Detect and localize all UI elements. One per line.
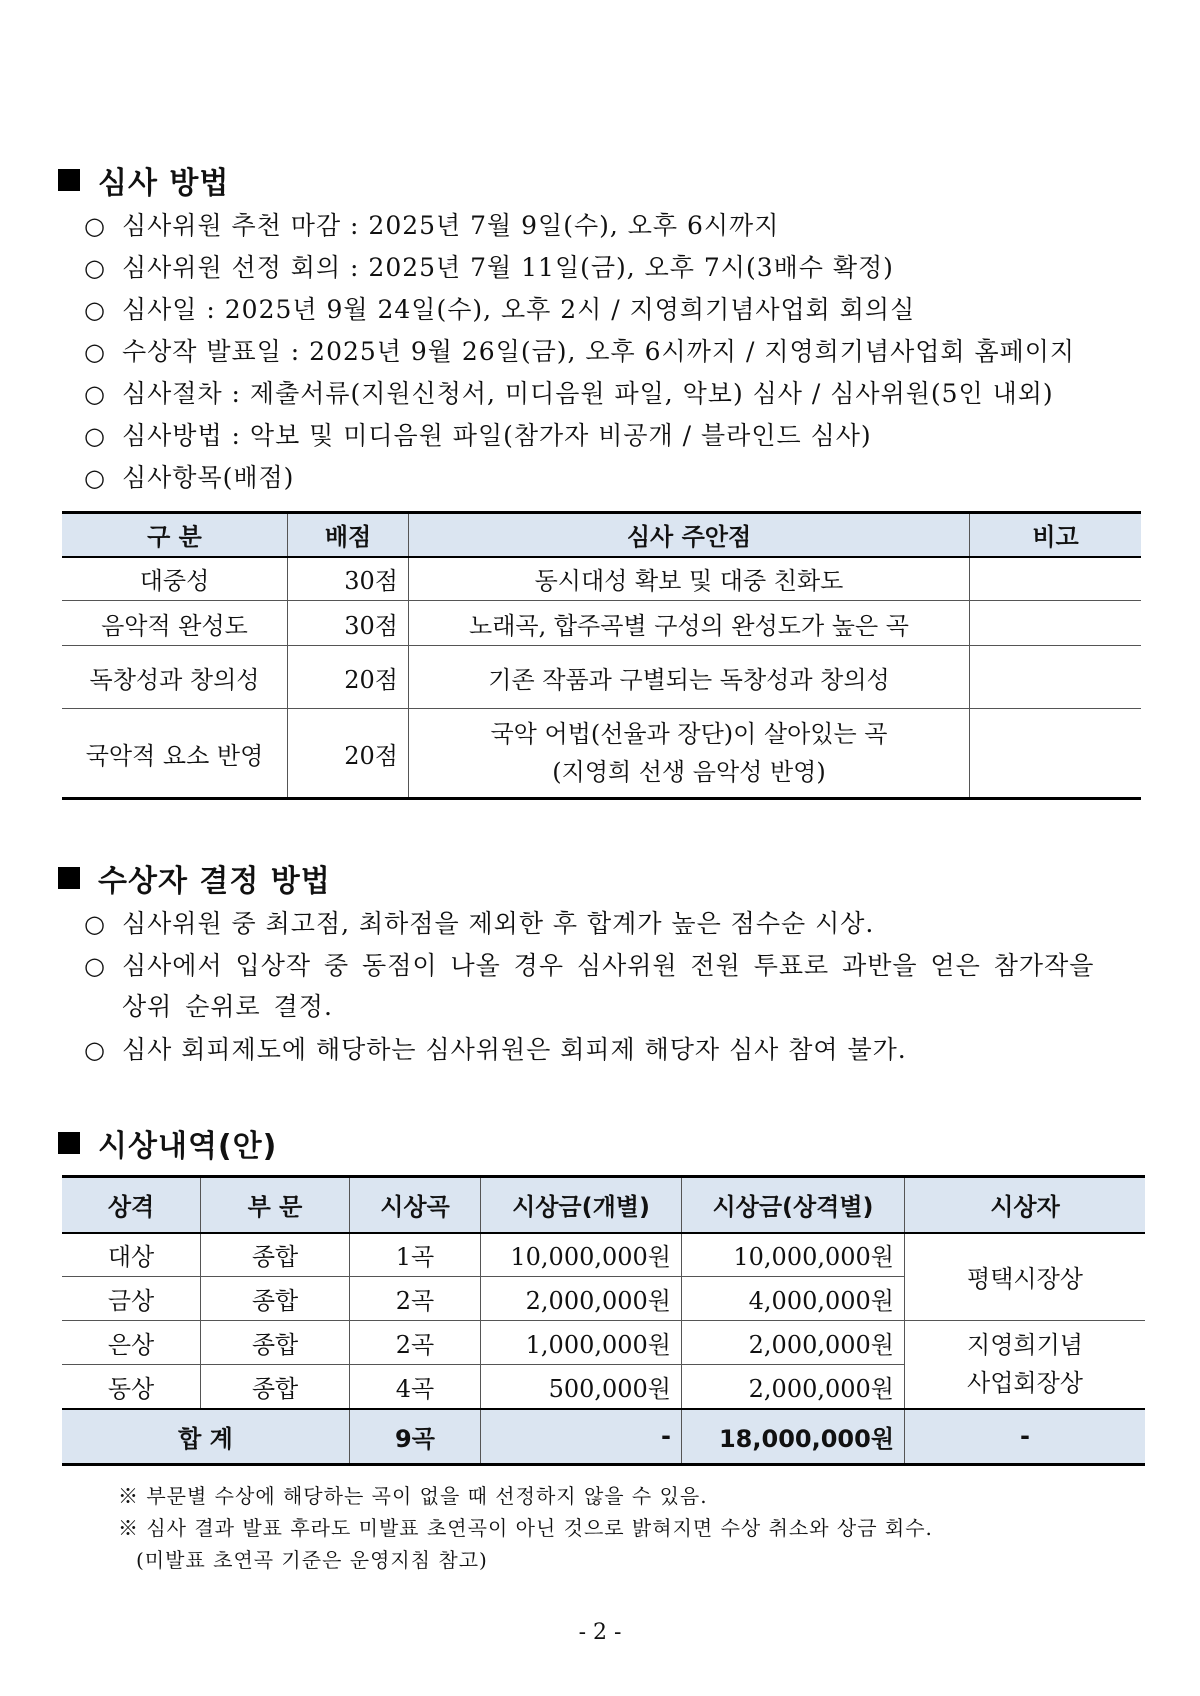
list-item: ○ 심사에서 입상작 중 동점이 나올 경우 심사위원 전원 투표로 과반을 얻은 참가작을 상위 순위로 결정. (84, 945, 1124, 1027)
circle-bullet-icon: ○ (84, 338, 106, 366)
score-criteria-table (62, 511, 1141, 800)
column-header: 시상곡 (350, 1177, 481, 1233)
prize-total-cell: 4,000,000원 (682, 1277, 905, 1321)
circle-bullet-icon: ○ (84, 380, 106, 408)
section-heading-judging-method (58, 158, 229, 202)
column-header: 시상금(상격별) (682, 1177, 905, 1233)
black-square-icon (58, 1132, 80, 1154)
table-row (62, 709, 1141, 799)
table-header-row (62, 513, 1141, 557)
column-header: 심사 주안점 (409, 513, 970, 557)
table-row (62, 557, 1141, 601)
circle-bullet-icon: ○ (84, 296, 106, 324)
count-cell: 2곡 (350, 1277, 481, 1321)
column-header: 시상자 (905, 1177, 1146, 1233)
count-cell: 4곡 (350, 1365, 481, 1409)
list-item: ○ 수상작 발표일 : 2025년 9월 26일(금), 오후 6시까지 / 지영희기념사업회 홈페이지 (84, 331, 1124, 373)
circle-bullet-icon: ○ (84, 422, 106, 450)
count-cell: 2곡 (350, 1321, 481, 1365)
section-heading-winner-decision (58, 856, 331, 900)
prize-each-cell: 500,000원 (481, 1365, 682, 1409)
grade-cell: 동상 (62, 1365, 201, 1409)
total-row (62, 1409, 1145, 1465)
section-title: 심사 방법 (98, 166, 230, 201)
score-cell: 20점 (288, 646, 409, 709)
prize-total-cell: 10,000,000원 (682, 1233, 905, 1277)
count-cell: 1곡 (350, 1233, 481, 1277)
list-item: ○ 심사절차 : 제출서류(지원신청서, 미디음원 파일, 악보) 심사 / 심사위원(5인 내외) (84, 373, 1124, 415)
circle-bullet-icon: ○ (84, 212, 106, 240)
footnote: ※ 부문별 수상에 해당하는 곡이 없을 때 선정하지 않을 수 있음. (118, 1484, 708, 1508)
presenter-cell: 평택시장상 (905, 1233, 1146, 1321)
total-prize: 18,000,000원 (682, 1409, 905, 1465)
note-cell (970, 601, 1142, 646)
category-cell: 음악적 완성도 (62, 601, 288, 646)
division-cell: 종합 (201, 1321, 350, 1365)
section-title: 시상내역(안) (98, 1129, 278, 1164)
category-cell: 국악적 요소 반영 (62, 709, 288, 799)
total-presenter: - (905, 1409, 1146, 1465)
column-header: 상격 (62, 1177, 201, 1233)
circle-bullet-icon: ○ (84, 464, 106, 492)
page-number: - 2 - (578, 1620, 622, 1645)
circle-bullet-icon: ○ (84, 952, 106, 980)
total-label: 합 계 (62, 1409, 350, 1465)
category-cell: 대중성 (62, 557, 288, 601)
total-each: - (481, 1409, 682, 1465)
column-header: 시상금(개별) (481, 1177, 682, 1233)
focus-line: 국악 어법(선율과 장단)이 살아있는 곡 (490, 720, 888, 748)
presenter-line: 지영희기념 (967, 1331, 1083, 1360)
focus-line: (지영희 선생 음악성 반영) (552, 758, 826, 786)
list-item: ○ 심사위원 중 최고점, 최하점을 제외한 후 합계가 높은 점수순 시상. (84, 903, 1124, 945)
section-title: 수상자 결정 방법 (98, 864, 331, 899)
prize-each-cell: 10,000,000원 (481, 1233, 682, 1277)
focus-cell: 노래곡, 합주곡별 구성의 완성도가 높은 곡 (409, 601, 970, 646)
circle-bullet-icon: ○ (84, 910, 106, 938)
score-cell: 20점 (288, 709, 409, 799)
category-cell: 독창성과 창의성 (62, 646, 288, 709)
prize-total-cell: 2,000,000원 (682, 1321, 905, 1365)
list-item: ○ 심사위원 추천 마감 : 2025년 7월 9일(수), 오후 6시까지 (84, 205, 1124, 247)
section-heading-awards (58, 1121, 277, 1165)
column-header: 구 분 (62, 513, 288, 557)
note-cell (970, 709, 1142, 799)
footnote: (미발표 초연곡 기준은 운영지침 참고) (136, 1548, 488, 1572)
award-table (62, 1175, 1145, 1466)
list-item: ○ 심사항목(배점) (84, 457, 1124, 499)
table-row (62, 1233, 1145, 1277)
footnote: ※ 심사 결과 발표 후라도 미발표 초연곡이 아닌 것으로 밝혀지면 수상 취소와 상금 회수. (118, 1516, 933, 1540)
prize-total-cell: 2,000,000원 (682, 1365, 905, 1409)
list-item: ○ 심사 회피제도에 해당하는 심사위원은 회피제 해당자 심사 참여 불가. (84, 1029, 1124, 1071)
focus-cell: 동시대성 확보 및 대중 친화도 (409, 557, 970, 601)
table-header-row (62, 1177, 1145, 1233)
list-item: ○ 심사일 : 2025년 9월 24일(수), 오후 2시 / 지영희기념사업회 회의실 (84, 289, 1124, 331)
column-header: 배점 (288, 513, 409, 557)
table-row (62, 1321, 1145, 1365)
total-count: 9곡 (350, 1409, 481, 1465)
black-square-icon (58, 169, 80, 191)
table-row (62, 646, 1141, 709)
table-row (62, 601, 1141, 646)
score-cell: 30점 (288, 601, 409, 646)
column-header: 비고 (970, 513, 1142, 557)
score-cell: 30점 (288, 557, 409, 601)
list-item: ○ 심사위원 선정 회의 : 2025년 7월 11일(금), 오후 7시(3배수 확정) (84, 247, 1124, 289)
note-cell (970, 646, 1142, 709)
circle-bullet-icon: ○ (84, 1036, 106, 1064)
focus-cell: 기존 작품과 구별되는 독창성과 창의성 (409, 646, 970, 709)
circle-bullet-icon: ○ (84, 254, 106, 282)
black-square-icon (58, 867, 80, 889)
grade-cell: 대상 (62, 1233, 201, 1277)
grade-cell: 은상 (62, 1321, 201, 1365)
division-cell: 종합 (201, 1277, 350, 1321)
division-cell: 종합 (201, 1233, 350, 1277)
column-header: 부 문 (201, 1177, 350, 1233)
presenter-cell (905, 1321, 1146, 1409)
focus-cell (409, 709, 970, 799)
prize-each-cell: 1,000,000원 (481, 1321, 682, 1365)
division-cell: 종합 (201, 1365, 350, 1409)
prize-each-cell: 2,000,000원 (481, 1277, 682, 1321)
note-cell (970, 557, 1142, 601)
presenter-line: 사업회장상 (967, 1369, 1083, 1398)
list-item: ○ 심사방법 : 악보 및 미디음원 파일(참가자 비공개 / 블라인드 심사) (84, 415, 1124, 457)
grade-cell: 금상 (62, 1277, 201, 1321)
